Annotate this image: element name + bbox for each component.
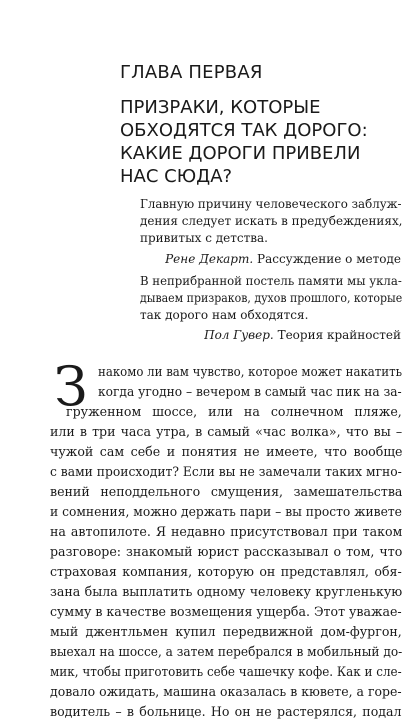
chapter-title (120, 96, 410, 188)
body-line: когда угодно – вечером в самый час пик на за- (98, 384, 402, 399)
body-text (50, 355, 403, 722)
chapter-title-line: ПРИЗРАКИ, КОТОРЫЕ (120, 97, 321, 118)
chapter-title-line: НАС СЮДА? (120, 166, 233, 187)
epigraph-line: так дорого нам обходятся. (140, 308, 309, 322)
epigraph-2-attribution (204, 328, 401, 342)
body-line: зана была выплатить одному человеку кругленькую (50, 584, 403, 599)
chapter-label: ГЛАВА ПЕРВАЯ (120, 62, 263, 83)
body-line: на автопилоте. Я недавно присутствовал при таком (50, 524, 403, 539)
body-line: довало ожидать, машина оказалась в кювете, а горе- (50, 684, 402, 699)
body-line: и сомнения, можно держать пари – вы просто живете (50, 504, 402, 519)
body-line: мик, чтобы приготовить себе чашечку кофе. Как и сле- (50, 664, 402, 679)
drop-cap: З (54, 355, 88, 418)
epigraph-1-attribution (165, 252, 401, 266)
chapter-title-line: КАКИЕ ДОРОГИ ПРИВЕЛИ (120, 143, 361, 164)
epigraph-source: Рассуждение о методе (257, 252, 401, 266)
epigraph-line: дываем призраков, духов прошлого, которые (140, 291, 403, 305)
epigraph-author: Рене Декарт. (165, 252, 254, 266)
epigraph-source: Теория крайностей (277, 328, 401, 342)
epigraph-1 (140, 196, 402, 247)
epigraph-2 (140, 273, 402, 324)
body-line: с вами происходит? Если вы не замечали таких мгно- (50, 464, 402, 479)
body-line: водитель – в больнице. Но он не растерялся, подал (50, 704, 402, 719)
body-line: сумму в качестве возмещения ущерба. Этот уважае- (50, 604, 402, 619)
epigraph-author: Пол Гувер. (204, 328, 274, 342)
body-line: мый джентльмен купил передвижной дом-фургон, (50, 624, 402, 639)
body-line: выехал на шоссе, а затем перебрался в мобильный до- (50, 644, 403, 659)
body-line: вений неподдельного смущения, замешательства (50, 484, 403, 499)
body-line: разговоре: знакомый юрист рассказывал о том, что (50, 544, 403, 559)
epigraph-line: привитых с детства. (140, 231, 268, 245)
epigraph-line: В неприбранной постель памяти мы укла- (140, 274, 402, 288)
epigraph-line: Главную причину человеческого заблуж- (140, 197, 402, 211)
body-line: чужой сам себе и понятия не имеете, что вообще (50, 444, 403, 459)
body-line: страховая компания, которую он представлял, обя- (50, 564, 402, 579)
body-line: или в три часа утра, в самый «час волка», что вы – (50, 424, 403, 439)
body-line: накомо ли вам чувство, которое может накатить (98, 364, 403, 379)
chapter-title-line: ОБХОДЯТСЯ ТАК ДОРОГО: (120, 120, 368, 141)
body-line: груженном шоссе, или на солнечном пляже, (66, 404, 402, 419)
epigraph-line: дения следует искать в предубеждениях, (140, 214, 403, 228)
